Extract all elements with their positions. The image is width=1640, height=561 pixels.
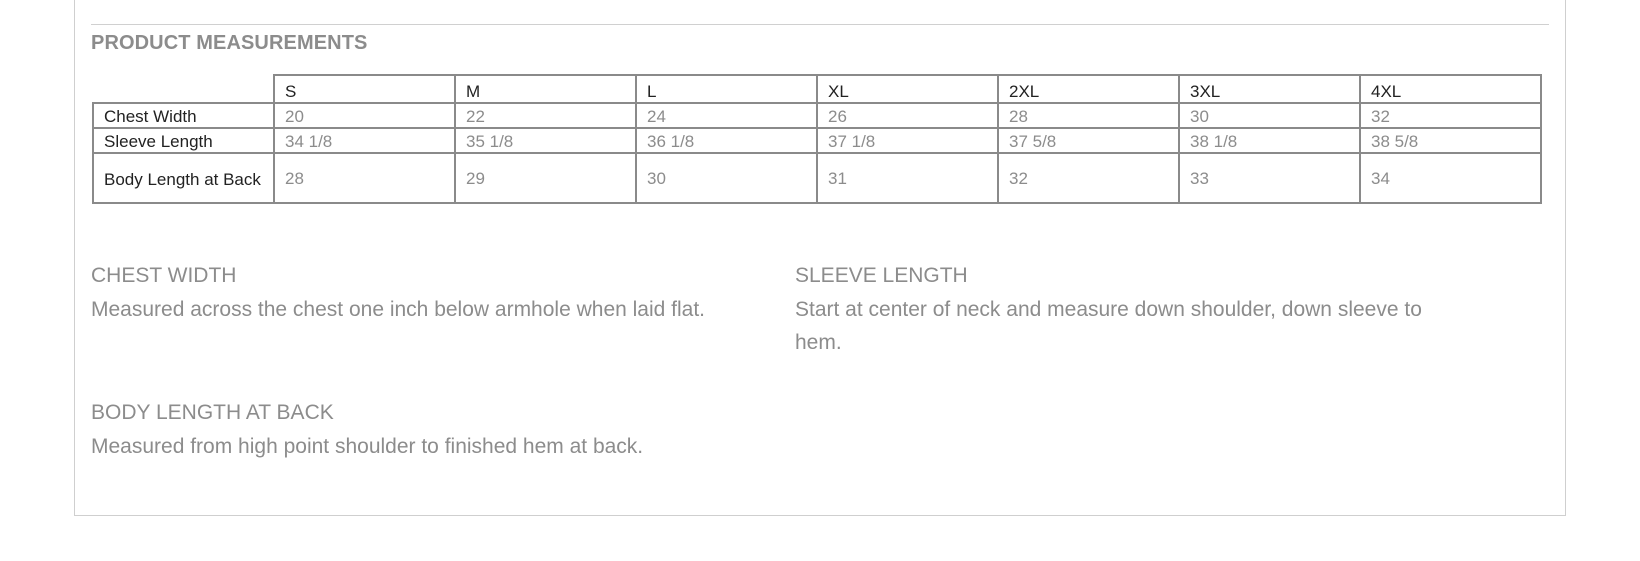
table-row <box>93 153 1541 203</box>
size-header-cell: 4XL <box>1360 75 1541 103</box>
measurement-cell: 30 <box>636 153 817 203</box>
size-header-cell: S <box>274 75 455 103</box>
definition-title: CHEST WIDTH <box>91 264 237 287</box>
measurement-cell: 28 <box>998 103 1179 128</box>
measurement-cell: 38 5/8 <box>1360 128 1541 153</box>
definition-text: Start at center of neck and measure down shoulder, down sleeve to hem. <box>795 298 1422 354</box>
measurement-cell: 32 <box>1360 103 1541 128</box>
measurement-cell: 35 1/8 <box>455 128 636 153</box>
measurement-cell: 24 <box>636 103 817 128</box>
measurement-cell: 31 <box>817 153 998 203</box>
size-header-cell: XL <box>817 75 998 103</box>
definition-title: BODY LENGTH AT BACK <box>91 401 334 424</box>
sleeve-length-definition <box>795 262 1445 359</box>
size-header-cell: 3XL <box>1179 75 1360 103</box>
measurement-cell: 22 <box>455 103 636 128</box>
measurement-cell: 38 1/8 <box>1179 128 1360 153</box>
measurement-cell: 20 <box>274 103 455 128</box>
measurement-cell: 33 <box>1179 153 1360 203</box>
size-header-cell: 2XL <box>998 75 1179 103</box>
size-header-row <box>93 75 1541 103</box>
measurement-cell: 37 5/8 <box>998 128 1179 153</box>
chest-width-definition <box>91 262 751 326</box>
measurement-cell: 30 <box>1179 103 1360 128</box>
table-row <box>93 103 1541 128</box>
size-header-cell: M <box>455 75 636 103</box>
section-heading: PRODUCT MEASUREMENTS <box>91 32 368 54</box>
table-row <box>93 128 1541 153</box>
definition-text: Measured from high point shoulder to finished hem at back. <box>91 435 644 458</box>
measurement-cell: 36 1/8 <box>636 128 817 153</box>
measurement-cell: 34 1/8 <box>274 128 455 153</box>
measurement-cell: 34 <box>1360 153 1541 203</box>
row-label: Body Length at Back <box>93 153 274 203</box>
body-length-definition <box>91 399 751 463</box>
divider <box>91 24 1549 25</box>
measurement-cell: 32 <box>998 153 1179 203</box>
measurement-cell: 26 <box>817 103 998 128</box>
size-header-cell: L <box>636 75 817 103</box>
measurement-cell: 29 <box>455 153 636 203</box>
measurement-cell: 37 1/8 <box>817 128 998 153</box>
row-label: Sleeve Length <box>93 128 274 153</box>
measurement-cell: 28 <box>274 153 455 203</box>
definition-title: SLEEVE LENGTH <box>795 264 968 287</box>
size-chart-table <box>92 74 1542 204</box>
corner-cell <box>93 75 274 103</box>
definition-text: Measured across the chest one inch below armhole when laid flat. <box>91 298 706 321</box>
row-label: Chest Width <box>93 103 274 128</box>
